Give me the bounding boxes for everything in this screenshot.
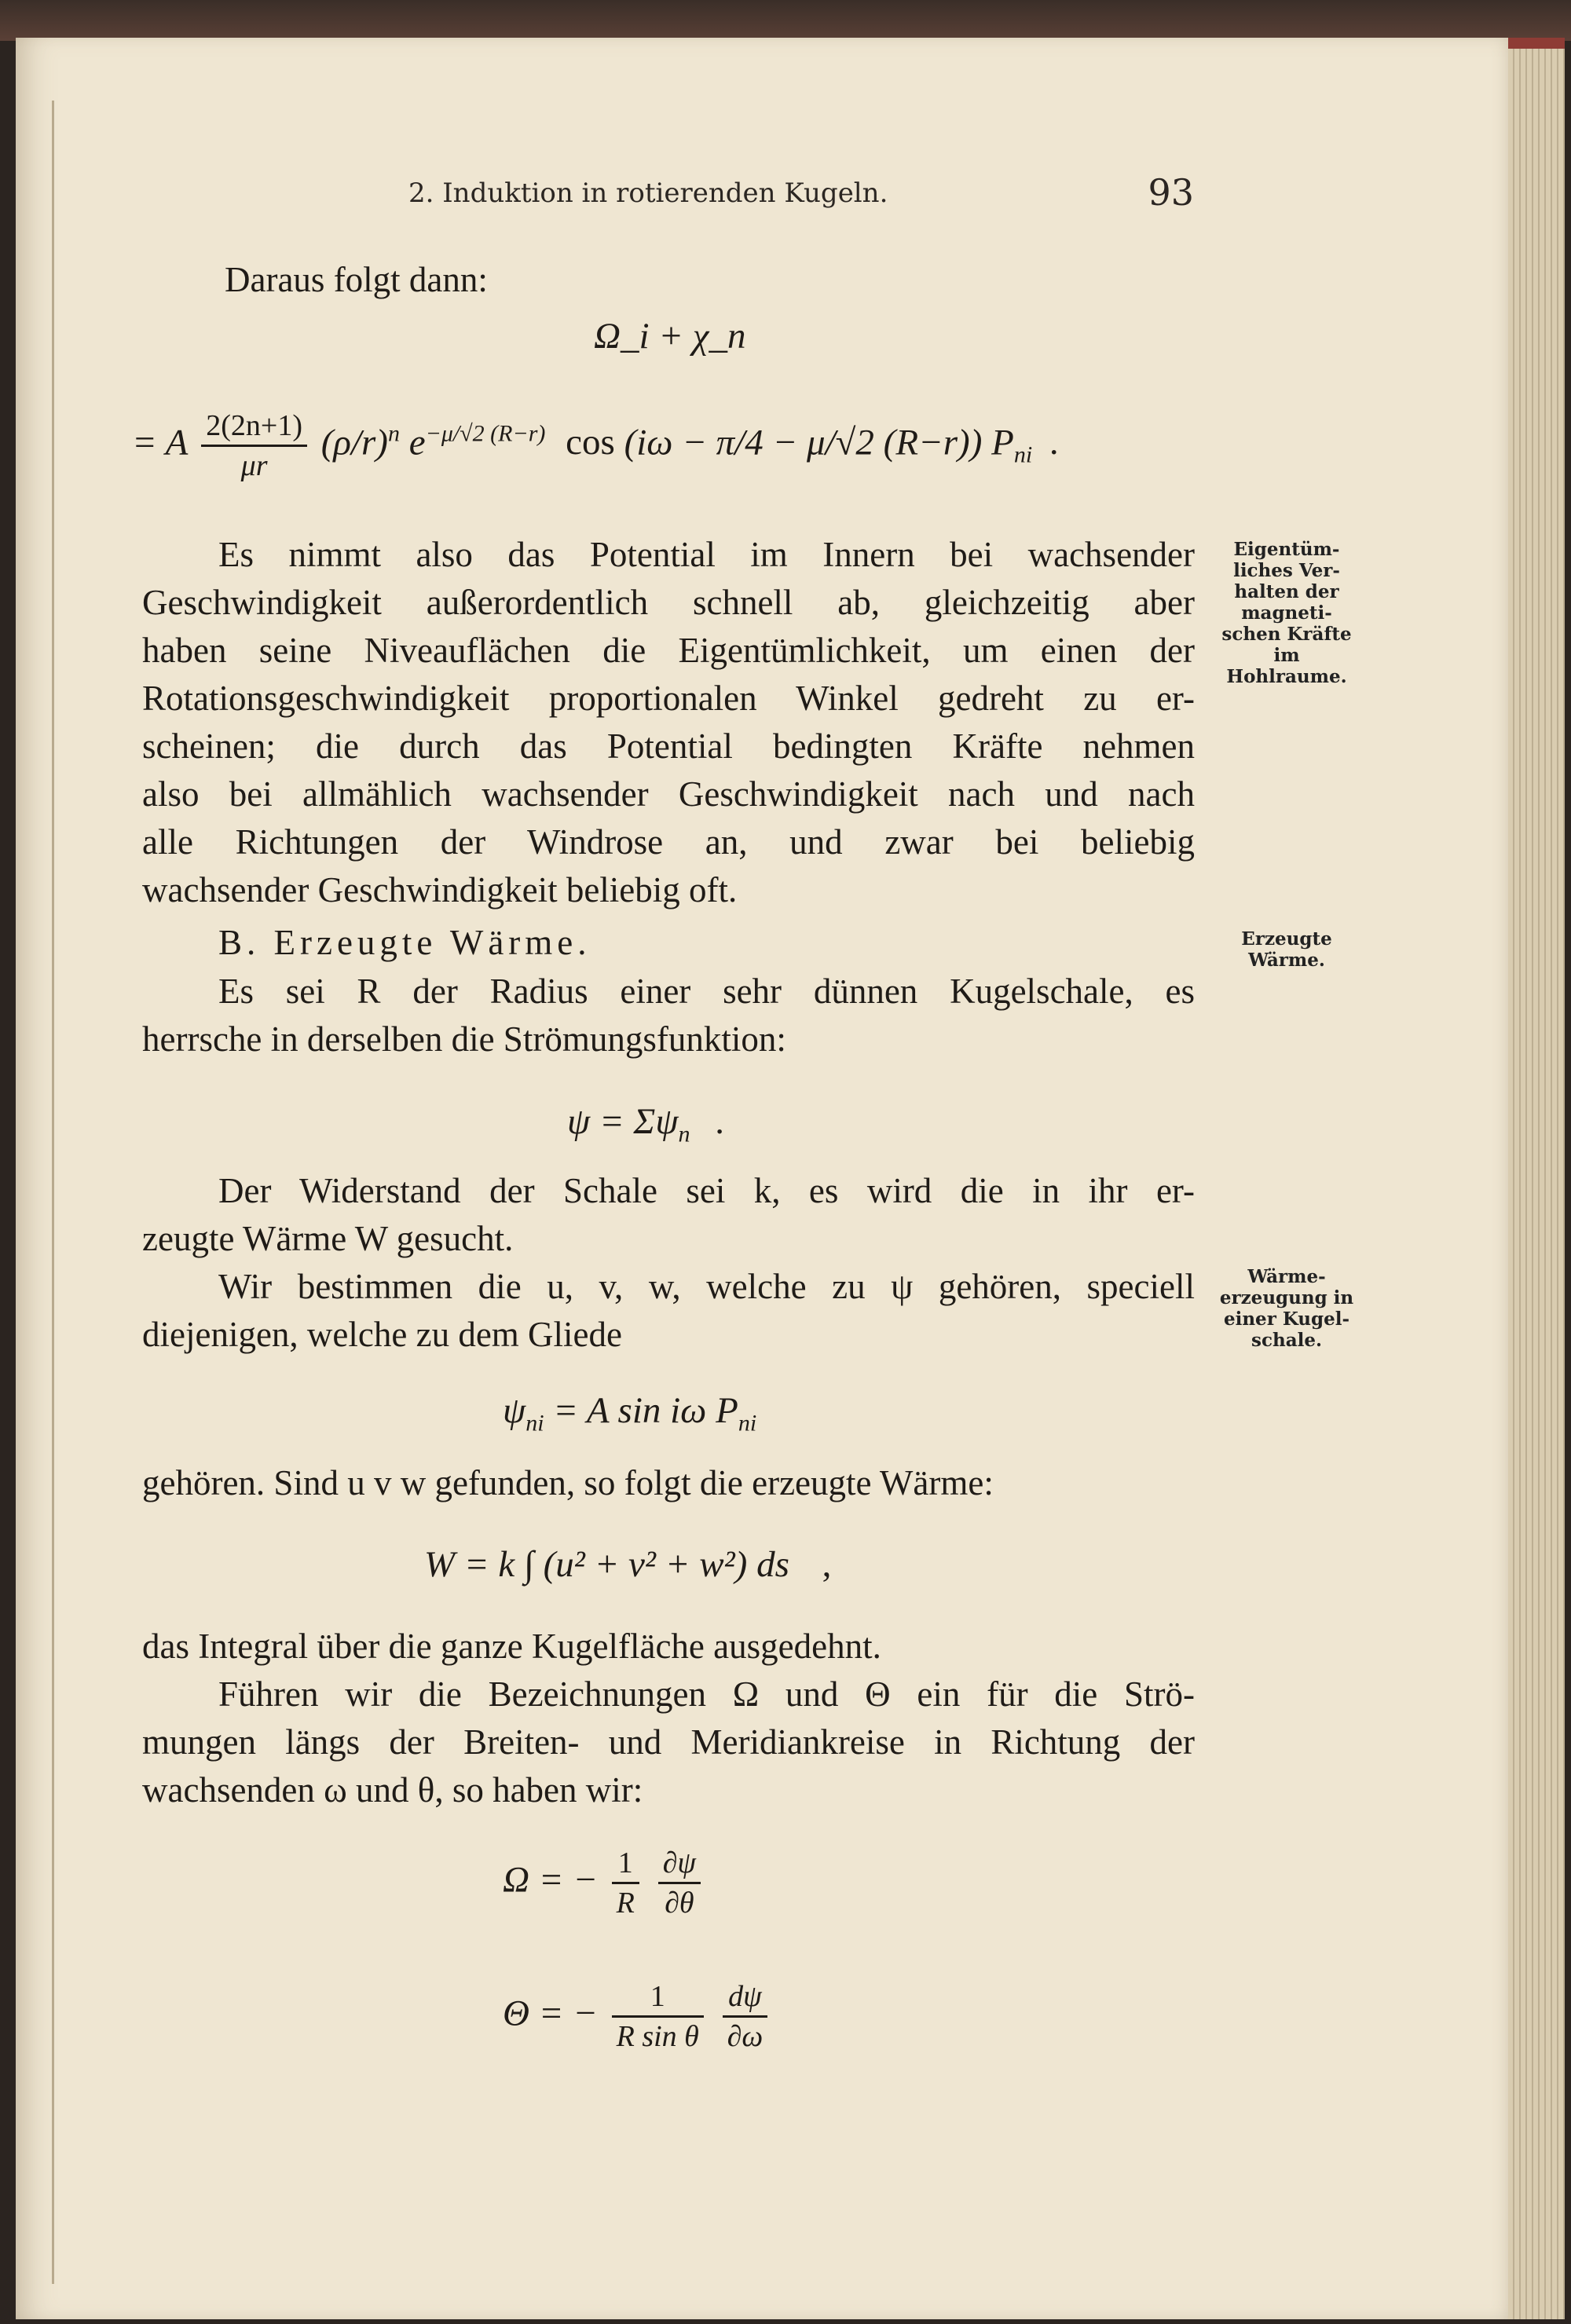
margin-note-line: Wärme. bbox=[1248, 950, 1325, 971]
text-line: alle Richtungen der Windrose an, und zwar bei beliebig bbox=[142, 822, 1195, 862]
margin-note-line: Erzeugte bbox=[1241, 928, 1332, 950]
eq-lhs: = A bbox=[132, 422, 188, 463]
eq-cos-arg: (iω − π/4 − μ/√2 (R−r)) bbox=[624, 422, 983, 463]
eq-frac-num: 2(2n+1) bbox=[201, 408, 307, 447]
eq3-lhs: ψ bbox=[503, 1390, 526, 1431]
margin-note-magnetic-forces bbox=[1208, 539, 1365, 687]
eq2-sub: n bbox=[678, 1121, 690, 1147]
text-line: wachsenden ω und θ, so haben wir: bbox=[142, 1770, 643, 1810]
eq2-text: ψ = Σψ bbox=[567, 1101, 679, 1142]
eq4-end: , bbox=[822, 1544, 832, 1585]
margin-note-heat-in-shell bbox=[1208, 1266, 1365, 1351]
eq-e: e bbox=[408, 422, 426, 463]
running-header bbox=[408, 171, 1194, 214]
red-edge bbox=[1508, 38, 1565, 49]
eq5-den1: R bbox=[616, 1887, 635, 1920]
text-line: mungen längs der Breiten- und Meridiankreise in Richtung der bbox=[142, 1722, 1195, 1762]
text-line: zeugte Wärme W gesucht. bbox=[142, 1219, 514, 1258]
eq4-text: W = k ∫ (u² + v² + w²) ds bbox=[424, 1544, 789, 1585]
text-line: das Integral über die ganze Kugelfläche ausgedehnt. bbox=[142, 1627, 881, 1666]
eq-P-sub: ni bbox=[1013, 441, 1033, 468]
text-line: diejenigen, welche zu dem Gliede bbox=[142, 1315, 622, 1354]
equation-psi-sum bbox=[567, 1098, 724, 1158]
section-heading: B. Erzeugte Wärme. bbox=[218, 923, 591, 962]
margin-note-line: halten der bbox=[1234, 581, 1339, 602]
book-top-edge bbox=[0, 0, 1571, 41]
eq-exponent: −μ/√2 (R−r) bbox=[425, 420, 546, 447]
eq6-num2: dψ bbox=[723, 1979, 768, 2018]
margin-note-line: schale. bbox=[1251, 1330, 1322, 1351]
text-line: Geschwindigkeit außerordentlich schnell ab, gleichzeitig aber bbox=[142, 583, 1195, 622]
eq5-frac1 bbox=[612, 1846, 639, 1920]
eq-exp-n: n bbox=[387, 420, 400, 447]
margin-note-line: im bbox=[1273, 645, 1300, 666]
eq-cos: cos bbox=[566, 422, 615, 463]
text-line: gehören. Sind u v w gefunden, so folgt die erzeugte Wärme: bbox=[142, 1463, 994, 1502]
equation-main bbox=[132, 408, 1059, 483]
equation-theta-def bbox=[503, 1979, 772, 2054]
text-line: also bei allmählich wachsender Geschwindigkeit nach und nach bbox=[142, 774, 1195, 814]
eq-end: . bbox=[1049, 422, 1059, 463]
text-line: herrsche in derselben die Strömungsfunktion: bbox=[142, 1019, 786, 1059]
eq6-frac2 bbox=[723, 1979, 768, 2054]
text-line: wachsender Geschwindigkeit beliebig oft. bbox=[142, 870, 738, 909]
text-line: Wir bestimmen die u, v, w, welche zu ψ gehören, speciell bbox=[218, 1267, 1195, 1306]
margin-note-line: einer Kugel- bbox=[1223, 1308, 1350, 1330]
eq6-num1: 1 bbox=[612, 1979, 704, 2018]
eq5-frac2 bbox=[658, 1846, 701, 1920]
eq5-den2: ∂θ bbox=[665, 1887, 694, 1920]
text-line: Es nimmt also das Potential im Innern bei wachsender bbox=[218, 535, 1195, 574]
text-line: scheinen; die durch das Potential bedingten Kräfte nehmen bbox=[142, 726, 1195, 766]
margin-note-line: magneti- bbox=[1241, 602, 1332, 624]
eq2-end: . bbox=[715, 1101, 725, 1142]
margin-note-line: Hohlraume. bbox=[1226, 666, 1347, 687]
eq-P: P bbox=[991, 422, 1014, 463]
text-line: Rotationsgeschwindigkeit proportionalen Winkel gedreht zu er- bbox=[142, 679, 1195, 718]
equation-omega-chi: Ω_i + χ_n bbox=[594, 316, 746, 357]
eq3-lhs-sub: ni bbox=[525, 1410, 544, 1436]
equation-omega-def bbox=[503, 1846, 705, 1920]
eq3-rhs-sub: ni bbox=[738, 1410, 757, 1436]
running-title: 2. Induktion in rotierenden Kugeln. bbox=[408, 178, 888, 209]
eq-paren: (ρ/r) bbox=[320, 422, 388, 463]
eq5-lhs: Ω = − bbox=[503, 1859, 598, 1901]
margin-note-line: Eigentüm- bbox=[1233, 539, 1340, 560]
eq3-rhs: = A sin iω P bbox=[553, 1390, 738, 1431]
equation-heat-integral bbox=[424, 1541, 831, 1589]
equation-psi-ni bbox=[503, 1387, 756, 1447]
page-number: 93 bbox=[1148, 171, 1194, 214]
margin-note-line: erzeugung in bbox=[1219, 1287, 1354, 1308]
margin-note-generated-heat bbox=[1208, 928, 1365, 971]
text-line: Daraus folgt dann: bbox=[225, 260, 488, 299]
eq5-num2: ∂ψ bbox=[658, 1846, 701, 1884]
gutter-shadow bbox=[52, 101, 54, 2284]
eq6-den1: R sin θ bbox=[616, 2020, 699, 2053]
eq6-den2: ∂ω bbox=[727, 2020, 764, 2053]
text-line: Der Widerstand der Schale sei k, es wird die in ihr er- bbox=[218, 1171, 1195, 1210]
eq5-num1: 1 bbox=[612, 1846, 639, 1884]
page-stack-edge bbox=[1508, 38, 1565, 2319]
text-line: haben seine Niveauflächen die Eigentümlichkeit, um einen der bbox=[142, 631, 1195, 670]
margin-note-line: liches Ver- bbox=[1233, 560, 1340, 581]
eq-frac-den: μr bbox=[240, 449, 268, 482]
eq6-lhs: Θ = − bbox=[503, 1993, 598, 2034]
text-line: Führen wir die Bezeichnungen Ω und Θ ein für die Strö- bbox=[218, 1674, 1195, 1714]
margin-note-line: schen Kräfte bbox=[1221, 624, 1352, 645]
eq-fraction bbox=[201, 408, 307, 483]
margin-note-line: Wärme- bbox=[1247, 1266, 1326, 1287]
eq6-frac1 bbox=[612, 1979, 704, 2054]
text-line: Es sei R der Radius einer sehr dünnen Kugelschale, es bbox=[218, 972, 1195, 1011]
